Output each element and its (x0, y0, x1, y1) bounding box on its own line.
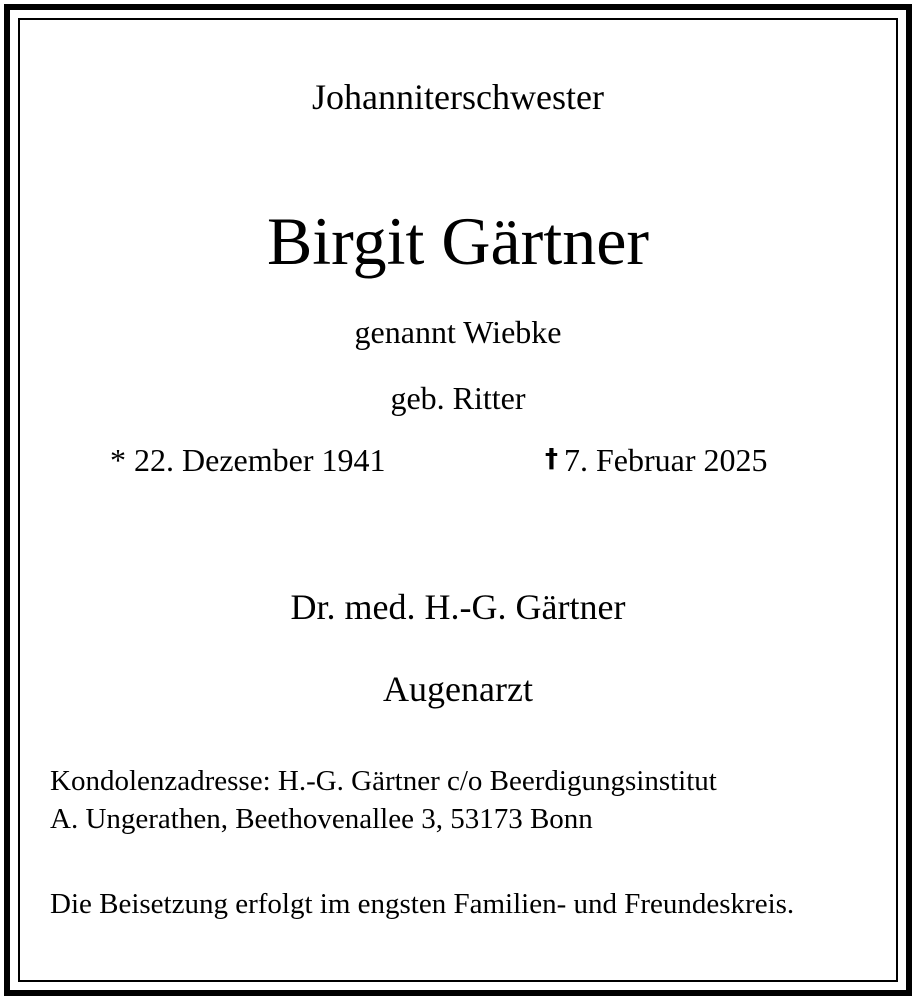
subtitle: Johanniterschwester (312, 77, 604, 117)
deceased-name: Birgit Gärtner (266, 203, 650, 279)
mourner-name: Dr. med. H.-G. Gärtner (290, 587, 626, 627)
funeral-note: Die Beisetzung erfolgt im engsten Familien- und Freundeskreis. (50, 888, 795, 920)
birth-date: * 22. Dezember 1941 (110, 442, 386, 478)
death-date-group (545, 442, 768, 479)
life-dates (10, 442, 906, 486)
obituary-outer-border (4, 4, 912, 996)
death-date: 7. Februar 2025 (564, 442, 768, 478)
condolence-line-1: Kondolenzadresse: H.-G. Gärtner c/o Beerdigungsinstitut (50, 765, 717, 797)
condolence-address (50, 762, 717, 838)
mourner-role: Augenarzt (383, 669, 533, 709)
nickname: genannt Wiebke (354, 314, 562, 350)
birth-name: geb. Ritter (390, 380, 526, 416)
condolence-line-2: A. Ungerathen, Beethovenallee 3, 53173 Bonn (50, 803, 593, 835)
cross-icon: † (545, 444, 558, 474)
